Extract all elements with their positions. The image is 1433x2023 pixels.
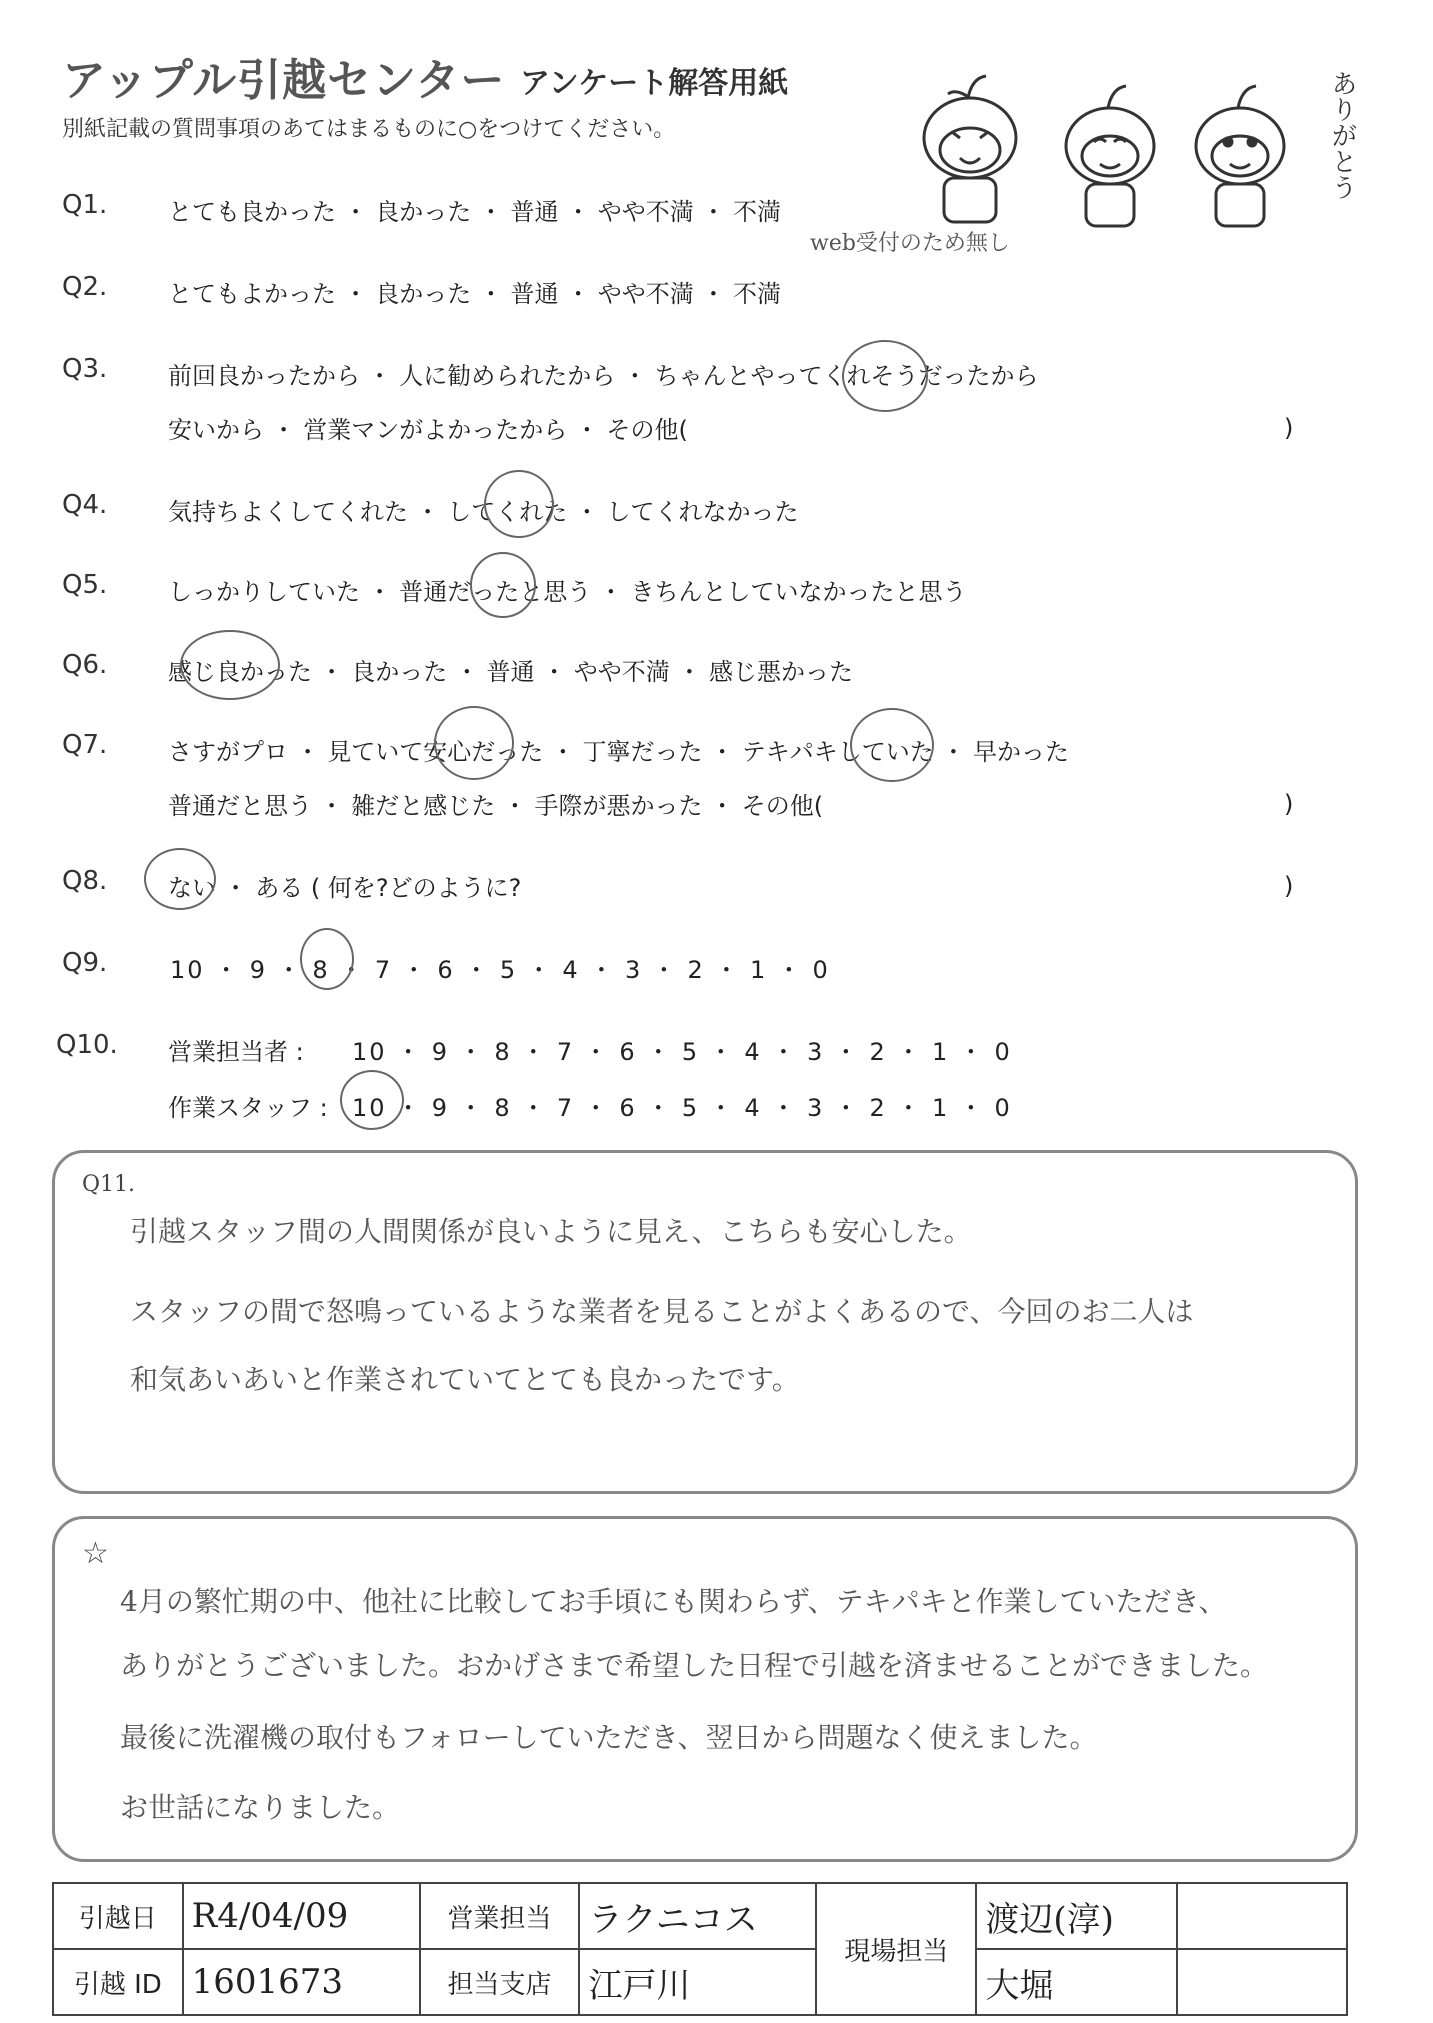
q1-options: とても良かった ・ 良かった ・ 普通 ・ やや不満 ・ 不満	[168, 198, 782, 226]
sales-value: ラクニコス	[579, 1883, 816, 1949]
form-instruction: 別紙記載の質問事項のあてはまるものに○をつけてください。	[62, 117, 676, 142]
site-staff-1: 渡辺(淳)	[976, 1883, 1176, 1949]
form-subtitle: アンケート解答用紙	[520, 66, 789, 101]
q1-label: Q1.	[62, 190, 108, 220]
q3-options-line2: 安いから ・ 営業マンがよかったから ・ その他(	[168, 416, 688, 444]
q7-options-line1: さすがプロ ・ 見ていて安心だった ・ 丁寧だった ・ テキパキしていた ・ 早かった	[168, 738, 1070, 766]
q2-options: とてもよかった ・ 良かった ・ 普通 ・ やや不満 ・ 不満	[168, 280, 782, 308]
q10-label: Q10.	[56, 1030, 118, 1060]
q3-options-line1: 前回良かったから ・ 人に勧められたから ・ ちゃんとやってくれそうだったから	[168, 362, 1039, 390]
q6-options: 感じ良かった ・ 良かった ・ 普通 ・ やや不満 ・ 感じ悪かった	[168, 658, 854, 686]
reply-line-3: 最後に洗濯機の取付もフォローしていただき、翌日から問題なく使えました。	[120, 1721, 1098, 1754]
q11-line-2: スタッフの間で怒鳴っているような業者を見ることがよくあるので、今回のお二人は	[130, 1295, 1194, 1328]
reply-line-1: 4月の繁忙期の中、他社に比較してお手頃にも関わらず、テキパキと作業していただき、	[120, 1585, 1227, 1618]
empty-cell-1	[1177, 1883, 1347, 1949]
site-staff-2: 大堀	[976, 1949, 1176, 2015]
q10-staff-answer-circle	[340, 1070, 404, 1130]
q7-label: Q7.	[62, 730, 108, 760]
branch-label: 担当支店	[420, 1949, 580, 2015]
move-date-label: 引越日	[53, 1883, 183, 1949]
q10-staff-scale: 10 ・ 9 ・ 8 ・ 7 ・ 6 ・ 5 ・ 4 ・ 3 ・ 2 ・ 1 ・ 0	[352, 1094, 1012, 1122]
q5-label: Q5.	[62, 570, 108, 600]
star-icon: ☆	[82, 1536, 109, 1571]
q8-close-paren: )	[1284, 872, 1294, 900]
q7-answer-circle-2	[850, 708, 934, 782]
q10-sales-scale: 10 ・ 9 ・ 8 ・ 7 ・ 6 ・ 5 ・ 4 ・ 3 ・ 2 ・ 1 ・ 0	[352, 1038, 1012, 1066]
q8-label: Q8.	[62, 866, 108, 896]
q1-handwritten-note: web受付のため無し	[810, 231, 1010, 256]
q9-scale: 10 ・ 9 ・ 8 ・ 7 ・ 6 ・ 5 ・ 4 ・ 3 ・ 2 ・ 1 ・ 0	[170, 956, 830, 984]
q4-answer-circle	[484, 470, 554, 538]
q5-answer-circle	[470, 552, 536, 618]
branch-value: 江戸川	[579, 1949, 816, 2015]
q3-close-paren: )	[1284, 414, 1294, 442]
q6-answer-circle	[180, 630, 280, 700]
move-date-value: R4/04/09	[183, 1883, 420, 1949]
q7-answer-circle-1	[434, 706, 514, 780]
q2-label: Q2.	[62, 272, 108, 302]
q11-label: Q11.	[82, 1172, 136, 1197]
q7-close-paren: )	[1284, 790, 1294, 818]
q10-sales-label: 営業担当者 :	[168, 1038, 304, 1066]
move-id-value: 1601673	[183, 1949, 420, 2015]
reply-line-4: お世話になりました。	[120, 1791, 401, 1824]
q8-options: ない ・ ある ( 何を?どのように?	[168, 874, 522, 902]
move-info-table	[52, 1882, 1348, 2016]
q8-answer-circle	[144, 848, 216, 910]
q9-label: Q9.	[62, 948, 108, 978]
q6-label: Q6.	[62, 650, 108, 680]
reply-line-2: ありがとうございました。おかげさまで希望した日程で引越を済ませることができました。	[120, 1649, 1269, 1682]
q4-options: 気持ちよくしてくれた ・ してくれた ・ してくれなかった	[168, 498, 799, 526]
q9-answer-circle	[300, 928, 354, 990]
q3-label: Q3.	[62, 354, 108, 384]
move-id-label: 引越 ID	[53, 1949, 183, 2015]
mascot-illustration	[900, 58, 1340, 238]
sales-label: 営業担当	[420, 1883, 580, 1949]
q4-label: Q4.	[62, 490, 108, 520]
q11-line-3: 和気あいあいと作業されていてとても良かったです。	[130, 1363, 800, 1396]
site-label: 現場担当	[816, 1883, 976, 2015]
q3-answer-circle	[842, 340, 928, 412]
mascot-caption: ありがとう	[1327, 70, 1357, 200]
q5-options: しっかりしていた ・ 普通だったと思う ・ きちんとしていなかったと思う	[168, 578, 967, 606]
q10-staff-label: 作業スタッフ :	[168, 1094, 328, 1122]
q7-options-line2: 普通だと思う ・ 雑だと感じた ・ 手際が悪かった ・ その他(	[168, 792, 824, 820]
q11-line-1: 引越スタッフ間の人間関係が良いように見え、こちらも安心した。	[130, 1215, 972, 1248]
company-title: アップル引越センター	[62, 55, 506, 106]
empty-cell-2	[1177, 1949, 1347, 2015]
